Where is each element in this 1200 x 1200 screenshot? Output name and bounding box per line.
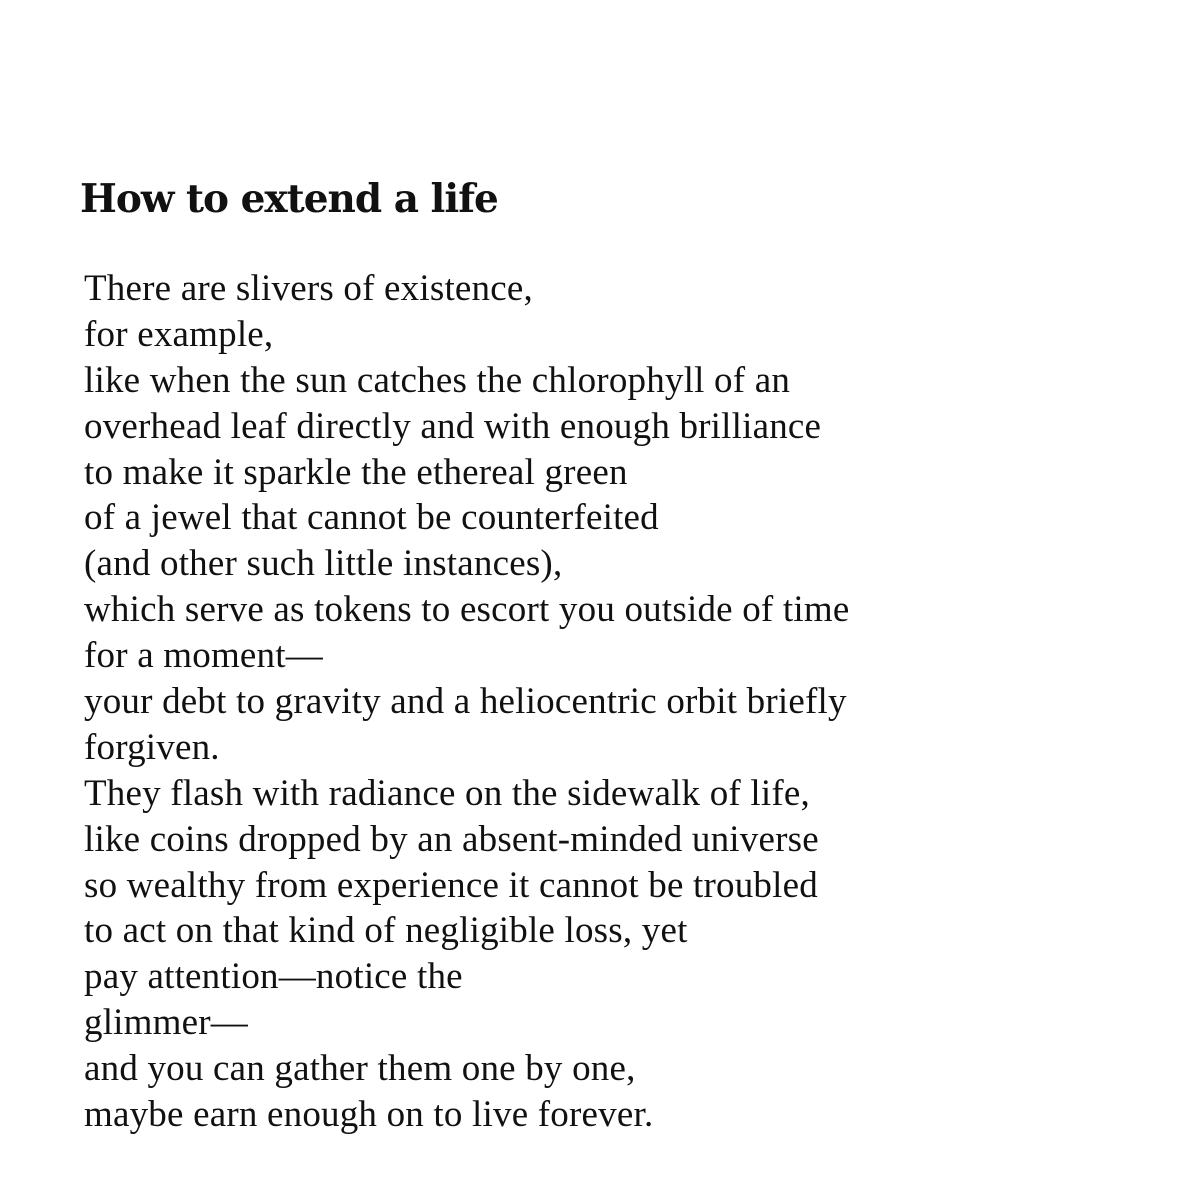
poem-line: maybe earn enough on to live forever. [84, 1094, 654, 1136]
poem-line: like coins dropped by an absent-minded universe [84, 818, 819, 860]
poem-title: How to extend a life [80, 176, 498, 222]
poem-line: glimmer— [84, 1002, 248, 1044]
poem-line: which serve as tokens to escort you outside of time [84, 589, 850, 631]
poem-line: and you can gather them one by one, [84, 1048, 636, 1090]
poem-line: to make it sparkle the ethereal green [84, 451, 628, 493]
poem-line: They flash with radiance on the sidewalk of life, [84, 772, 810, 814]
poem-line: so wealthy from experience it cannot be troubled [84, 864, 818, 906]
poem-line: for example, [84, 313, 274, 355]
poem-line: of a jewel that cannot be counterfeited [84, 497, 659, 539]
poem-line: like when the sun catches the chlorophyll of an [84, 359, 791, 401]
poem-line: pay attention—notice the [84, 956, 463, 998]
poem-line: (and other such little instances), [84, 543, 563, 585]
poem-line: There are slivers of existence, [84, 268, 533, 309]
poem-body [84, 266, 849, 1138]
poem-line: to act on that kind of negligible loss, yet [84, 910, 688, 952]
poem-line: for a moment— [84, 635, 323, 677]
poem-line: forgiven. [84, 726, 220, 768]
poem-line: overhead leaf directly and with enough brilliance [84, 405, 822, 447]
poem-line: your debt to gravity and a heliocentric orbit briefly [84, 681, 847, 723]
